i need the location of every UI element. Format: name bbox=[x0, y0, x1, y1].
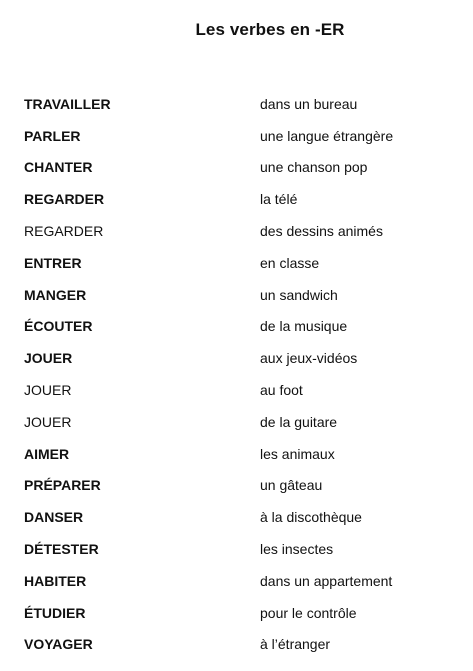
complement-text: un gâteau bbox=[260, 477, 323, 494]
verb-label: PARLER bbox=[24, 127, 81, 144]
verb-label: HABITER bbox=[24, 572, 87, 589]
complement-text: la télé bbox=[260, 191, 298, 208]
complement-text: aux jeux-vidéos bbox=[260, 350, 358, 367]
list-item bbox=[24, 629, 464, 661]
complement-text: en classe bbox=[260, 254, 320, 271]
verb-label: ÉTUDIER bbox=[24, 604, 86, 621]
verb-label: REGARDER bbox=[24, 223, 104, 240]
verb-label: TRAVAILLER bbox=[24, 95, 111, 112]
complement-text: les insectes bbox=[260, 541, 334, 558]
list-item bbox=[24, 247, 464, 279]
list-item bbox=[24, 470, 464, 502]
complement-text: des dessins animés bbox=[260, 223, 383, 240]
list-item bbox=[24, 501, 464, 533]
list-item bbox=[24, 342, 464, 374]
verb-label: JOUER bbox=[24, 350, 73, 367]
list-item bbox=[24, 88, 464, 120]
verb-label: JOUER bbox=[24, 413, 72, 430]
complement-text: dans un bureau bbox=[260, 95, 358, 112]
page-title: Les verbes en -ER bbox=[195, 20, 345, 39]
verb-label: AIMER bbox=[24, 445, 70, 462]
list-item bbox=[24, 565, 464, 597]
list-item bbox=[24, 120, 464, 152]
verb-label: ÉCOUTER bbox=[24, 318, 93, 335]
verb-list bbox=[24, 88, 464, 660]
verb-label: REGARDER bbox=[24, 191, 105, 208]
list-item bbox=[24, 438, 464, 470]
complement-text: de la musique bbox=[260, 318, 348, 335]
verb-label: MANGER bbox=[24, 286, 87, 303]
complement-text: au foot bbox=[260, 382, 303, 399]
complement-text: dans un appartement bbox=[260, 572, 393, 589]
verb-label: DANSER bbox=[24, 509, 84, 526]
verb-label: JOUER bbox=[24, 382, 72, 399]
complement-text: les animaux bbox=[260, 445, 335, 462]
verb-label: DÉTESTER bbox=[24, 541, 99, 558]
list-item bbox=[24, 374, 464, 406]
list-item bbox=[24, 311, 464, 343]
list-item bbox=[24, 215, 464, 247]
complement-text: un sandwich bbox=[260, 286, 338, 303]
complement-text: à la discothèque bbox=[260, 509, 362, 526]
complement-text: une chanson pop bbox=[260, 159, 368, 176]
list-item bbox=[24, 597, 464, 629]
list-item bbox=[24, 152, 464, 184]
list-item bbox=[24, 183, 464, 215]
list-item bbox=[24, 533, 464, 565]
complement-text: pour le contrôle bbox=[260, 604, 357, 621]
verb-label: CHANTER bbox=[24, 159, 93, 176]
complement-text: de la guitare bbox=[260, 413, 338, 430]
list-item bbox=[24, 406, 464, 438]
verb-label: VOYAGER bbox=[24, 636, 93, 653]
verb-label: PRÉPARER bbox=[24, 477, 101, 494]
complement-text: à l’étranger bbox=[260, 636, 331, 653]
verb-label: ENTRER bbox=[24, 254, 82, 271]
complement-text: une langue étrangère bbox=[260, 127, 394, 144]
list-item bbox=[24, 279, 464, 311]
